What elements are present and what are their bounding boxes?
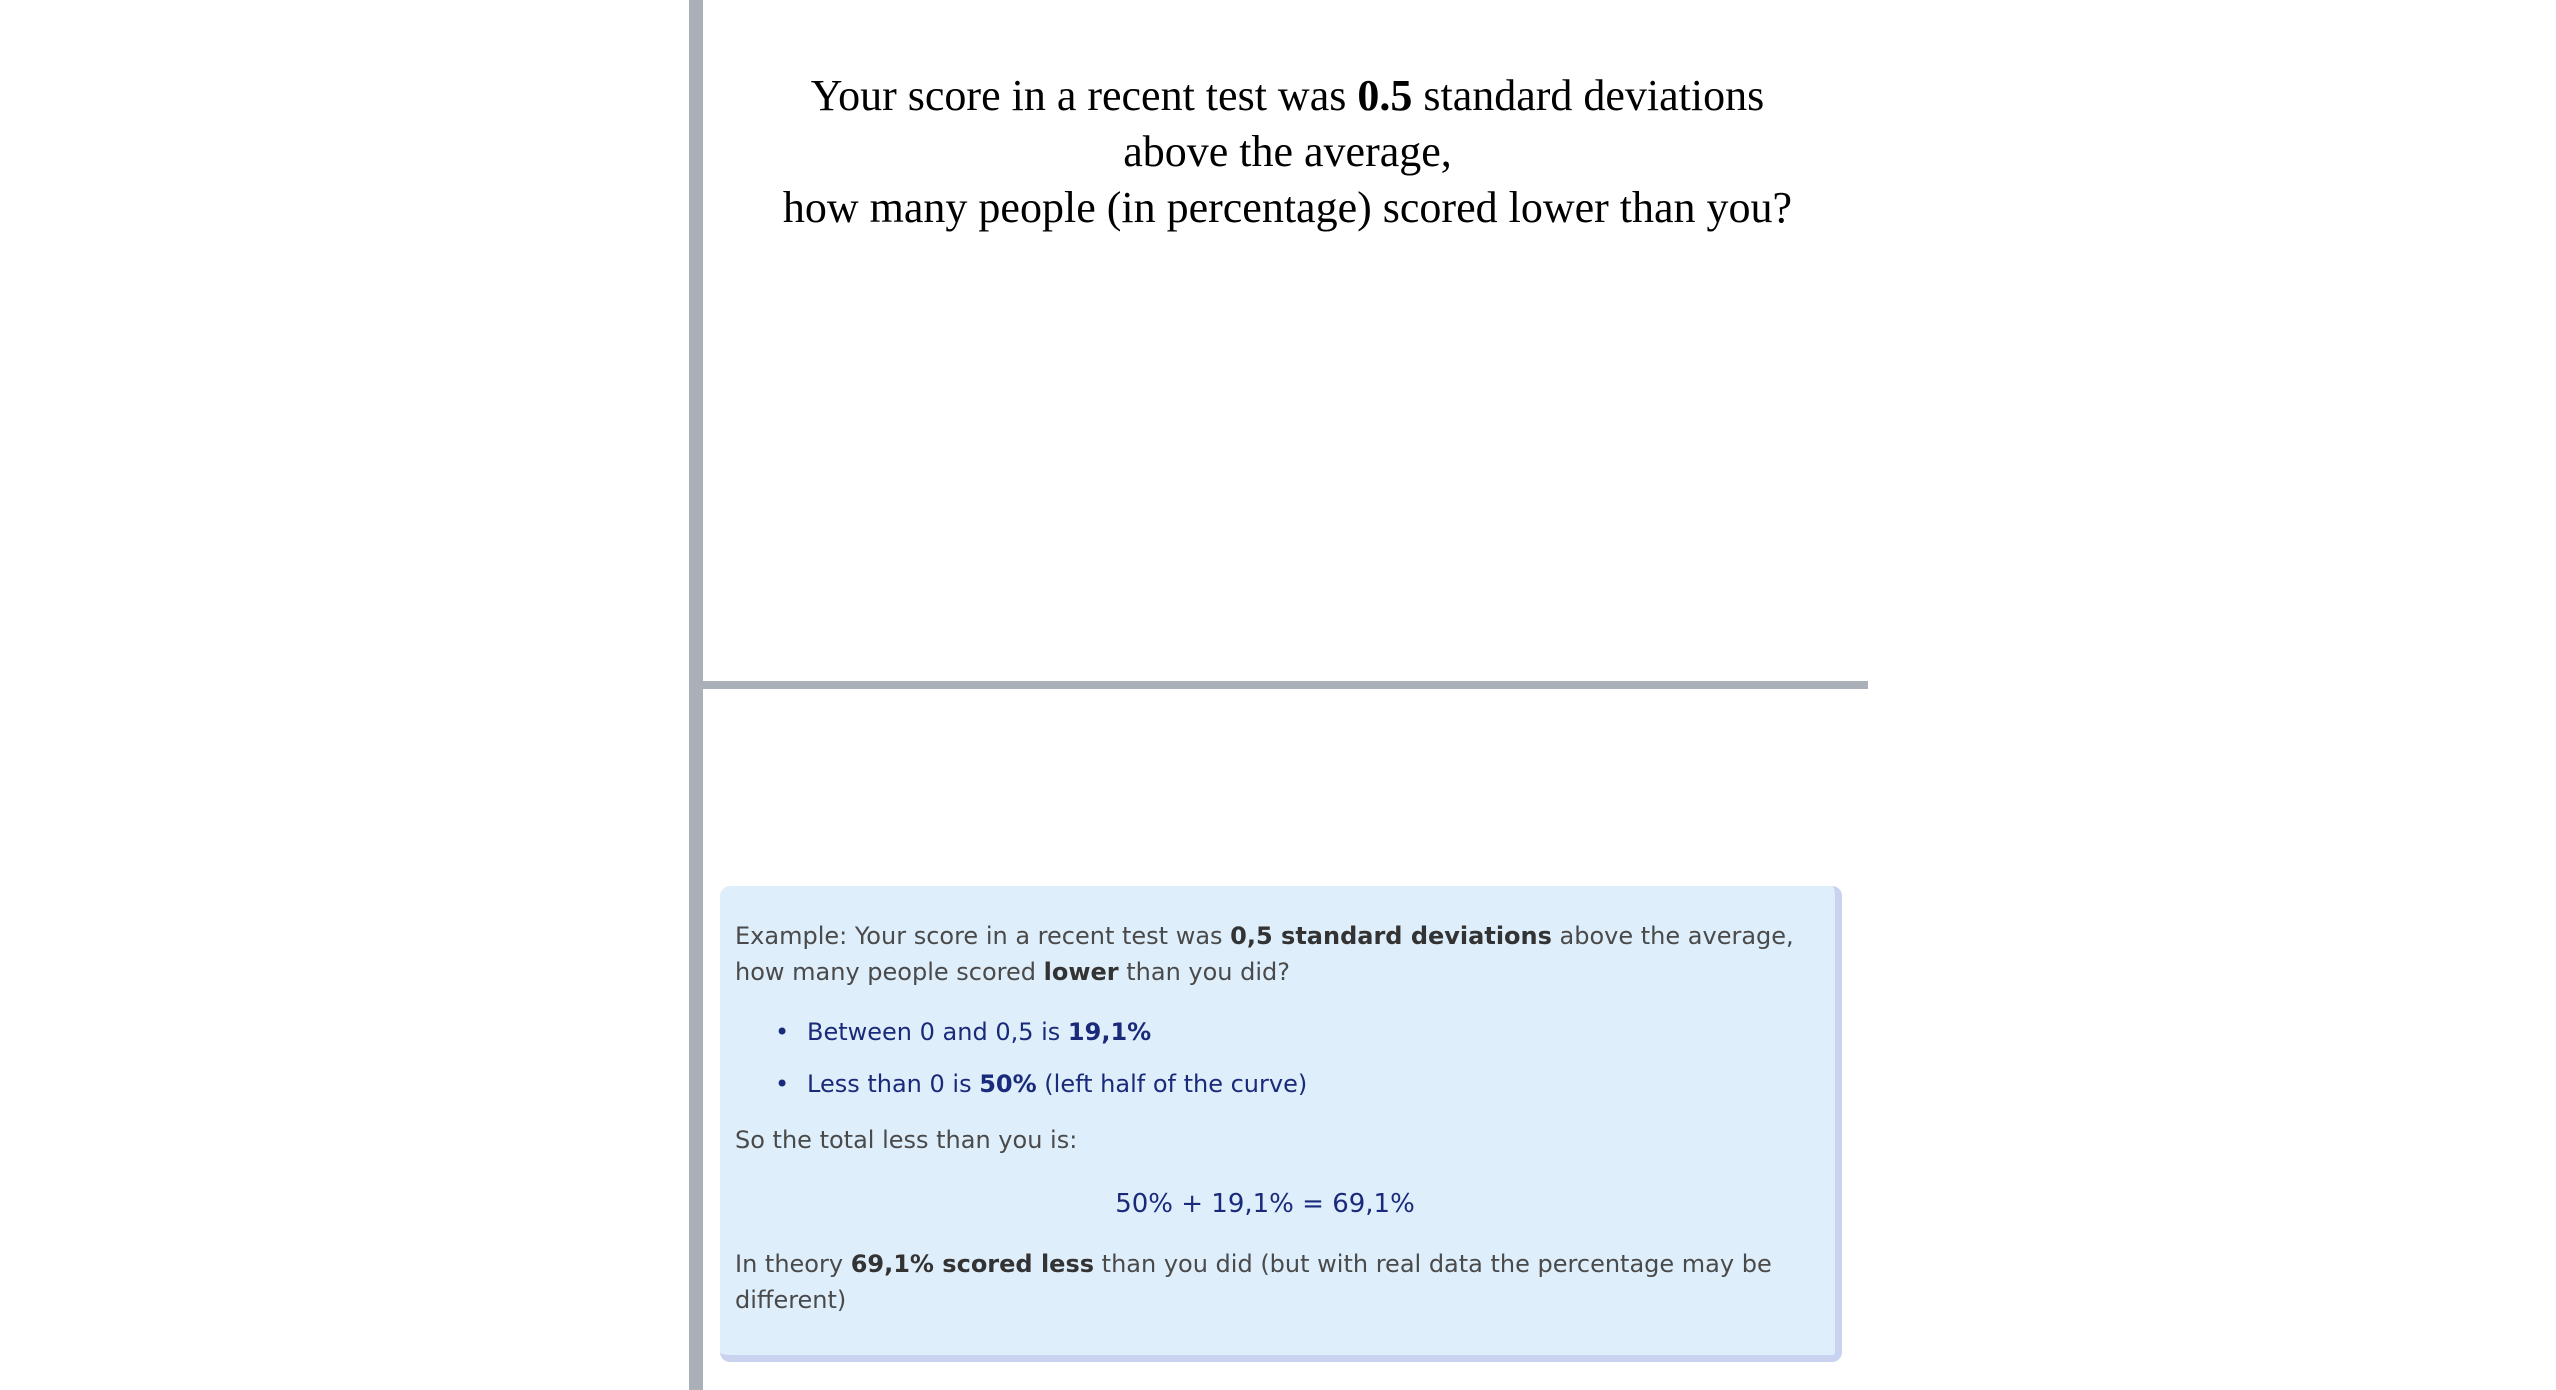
bullet-value: 50%: [979, 1070, 1037, 1098]
conclusion-prefix: In theory: [735, 1250, 851, 1278]
question-text: [760, 68, 1815, 236]
example-intro-bold-lower: lower: [1043, 958, 1119, 986]
question-part1: Your score in a recent test was: [810, 71, 1358, 120]
question-part2: standard deviations above the average,: [1123, 71, 1765, 176]
example-bullet-list: [735, 1014, 1795, 1102]
bullet-text: Between 0 and 0,5 is: [807, 1018, 1068, 1046]
question-value: 0.5: [1357, 71, 1413, 120]
equation: 50% + 19,1% = 69,1%: [1115, 1189, 1415, 1219]
list-item: [775, 1014, 1795, 1050]
example-intro-prefix: Example: Your score in a recent test was: [735, 922, 1231, 950]
bullet-after: (left half of the curve): [1036, 1070, 1308, 1098]
total-label: So the total less than you is:: [735, 1126, 1078, 1154]
example-intro-suffix: than you did?: [1118, 958, 1291, 986]
conclusion-suffix: than you did (but with real data the percentage may be different): [735, 1250, 1772, 1314]
bullet-text: Less than 0 is: [807, 1070, 980, 1098]
example-intro-mid: above the average, how many people scored: [735, 922, 1794, 986]
list-item: [775, 1066, 1795, 1102]
question-line2: how many people (in percentage) scored lower than you?: [782, 183, 1793, 232]
example-conclusion: [735, 1246, 1795, 1318]
conclusion-bold: 69,1% scored less: [850, 1250, 1095, 1278]
bullet-value: 19,1%: [1067, 1018, 1152, 1046]
horizontal-divider: [703, 681, 1868, 689]
bullet-dot-icon: •: [775, 1018, 790, 1046]
bullet-dot-icon: •: [775, 1070, 790, 1098]
example-box: [720, 886, 1842, 1362]
vertical-divider: [689, 0, 703, 1390]
example-intro: [735, 918, 1795, 990]
example-intro-bold-sd: 0,5 standard deviations: [1230, 922, 1552, 950]
